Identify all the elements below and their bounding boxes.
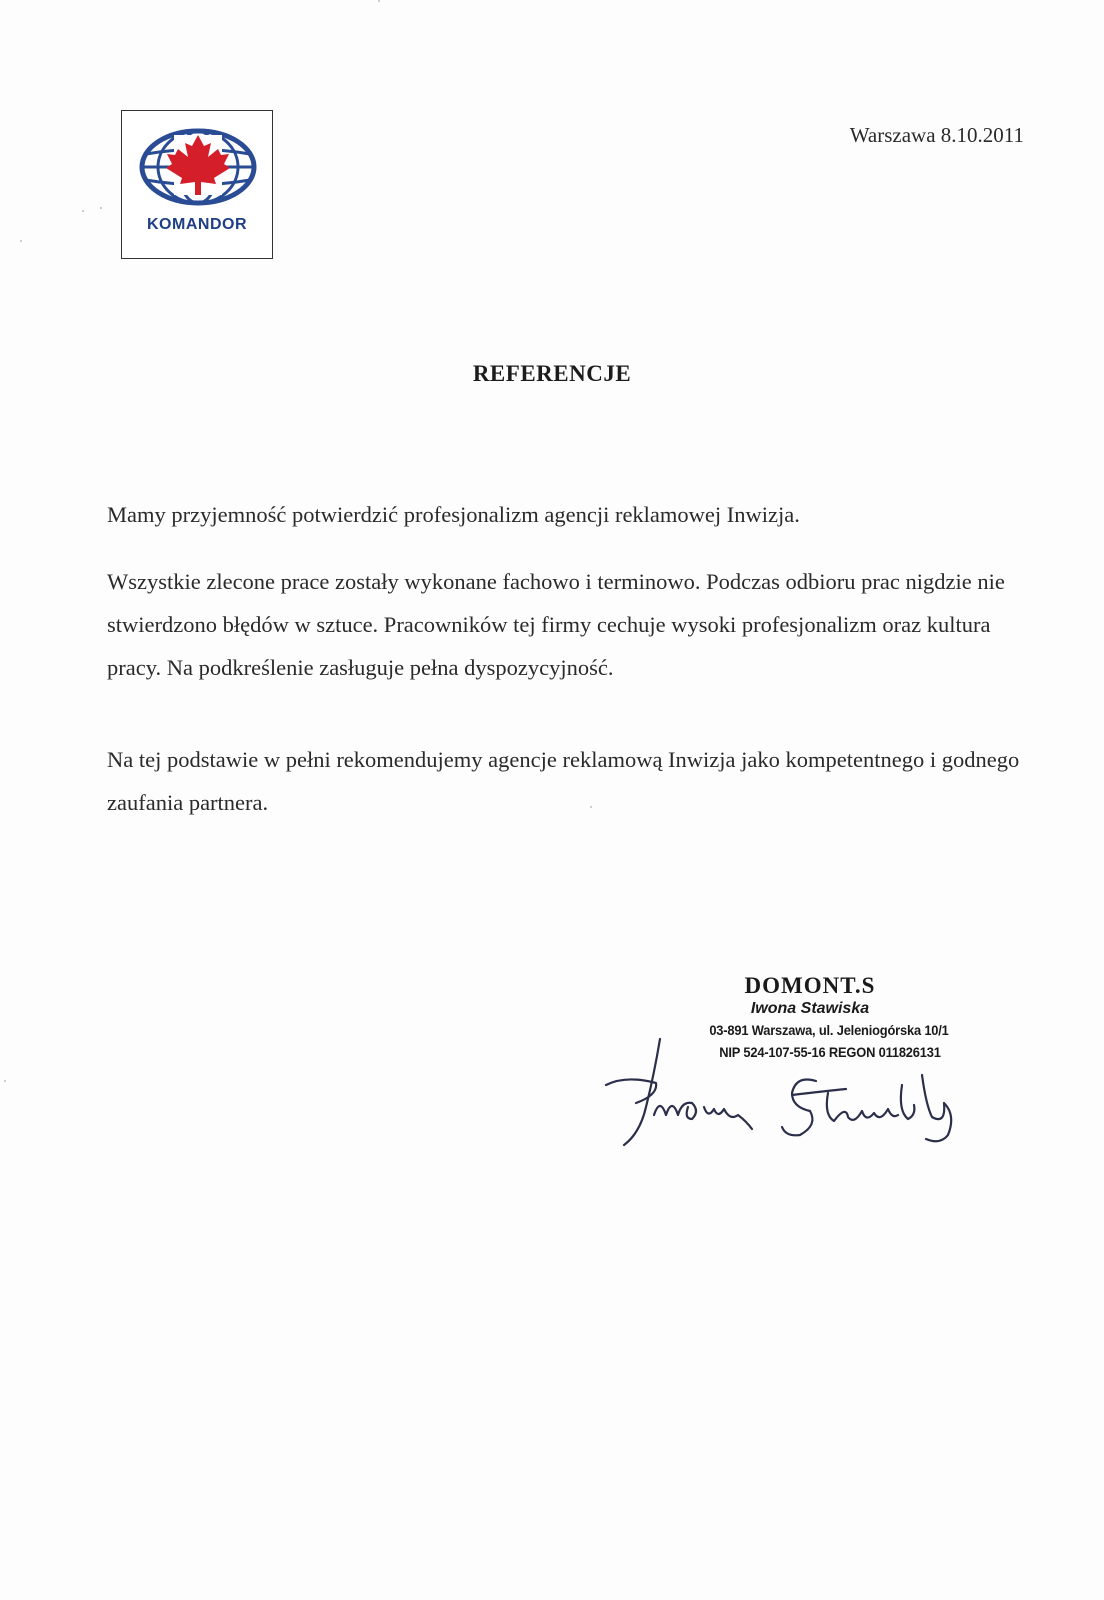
komandor-logo — [121, 110, 273, 259]
scan-speck — [4, 1080, 6, 1082]
scan-speck — [590, 806, 592, 808]
paragraph-2: Wszystkie zlecone prace zostały wykonane fachowo i terminowo. Podczas odbioru prac nigdzie nie stwierdzono błędów w sztuce. Pracowników tej firmy cechuje wysoki profesjonalizm oraz kultura pracy. Na podkreślenie zasługuje pełna dyspozycyjność. — [107, 569, 1005, 680]
scan-speck — [20, 240, 22, 242]
stamp-person-name: Iwona Stawiska — [750, 1000, 870, 1017]
globe-maple-leaf-icon — [138, 127, 258, 207]
paragraph-1: Mamy przyjemność potwierdzić profesjonalizm agencji reklamowej Inwizja. — [107, 502, 800, 527]
letter-title: REFERENCJE — [472, 361, 632, 386]
paragraph-3: Na tej podstawie w pełni rekomendujemy agencje reklamową Inwizja jako kompetentnego i godnego zaufania partnera. — [107, 747, 1020, 815]
stamp-tax-ids: NIP 524-107-55-16 REGON 011826131 — [719, 1044, 941, 1060]
scan-speck — [82, 210, 84, 212]
stamp-company-name: DOMONT.S — [744, 973, 876, 998]
handwritten-signature — [596, 1035, 966, 1155]
scan-speck — [378, 0, 380, 2]
stamp-address: 03-891 Warszawa, ul. Jeleniogórska 10/1 — [709, 1022, 949, 1038]
letter-date: Warszawa 8.10.2011 — [849, 123, 1024, 147]
scan-speck — [100, 207, 102, 209]
logo-company-name: KOMANDOR — [147, 216, 247, 233]
